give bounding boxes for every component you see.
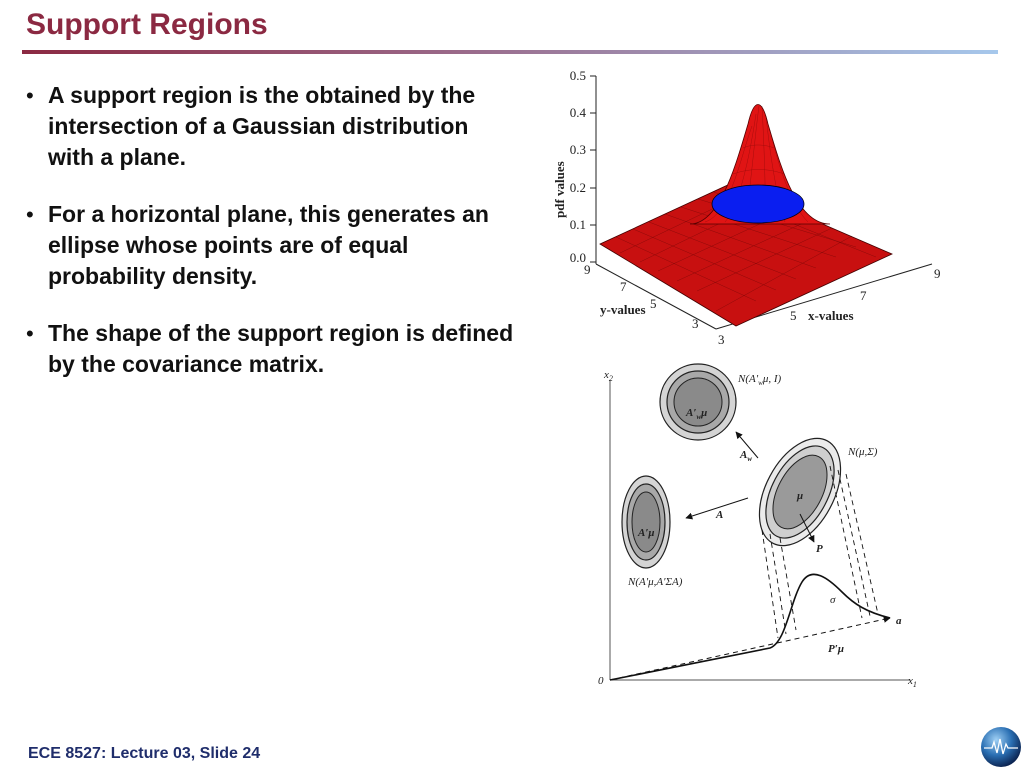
z-tick-label: 0.5 [569,68,586,83]
bullet-list [24,80,514,406]
origin-label: 0 [598,675,604,687]
whitened-distribution [660,364,736,440]
aw-arrow-label: $A_w$ [740,449,753,463]
x2-axis-label: $x_2$ [604,369,613,383]
p-label: P [816,543,823,555]
n-at-label: N(A′μ,A′ΣA) [628,576,683,588]
y-axis-label: y-values [600,302,646,317]
pt-mu-label: P′μ [828,643,844,655]
sigma-label: σ [830,594,836,606]
bullet-dot-icon: • [26,321,34,346]
projection-diagram [590,362,930,692]
z-tick-label: 0.3 [569,142,586,157]
bullet-item [24,80,514,173]
x1-axis-label: $x_1$ [908,675,917,689]
z-tick-label: 0.2 [569,180,586,195]
y-tick-label: 3 [692,316,699,331]
z-ticks [590,76,596,262]
n-aw-mu-i-label: $N(A'_w\mu$, I) [738,373,782,387]
slide-title: Support Regions [26,8,268,41]
slide-footer: ECE 8527: Lecture 03, Slide 24 [28,745,261,762]
support-region-ellipse [712,185,804,223]
projection-axis-a [610,618,890,680]
z-tick-label: 0.0 [569,250,586,265]
bullet-item [24,199,514,292]
aw-mu-label: $A'_w\mu$ [686,407,708,421]
at-mu-label: A′μ [638,527,655,539]
bullet-dot-icon: • [26,202,34,227]
z-tick-label: 0.4 [569,105,586,120]
x-tick-label: 9 [934,266,941,281]
y-tick-label: 9 [584,262,591,277]
a-arrow-label: A [716,509,724,521]
gaussian-surface-plot [540,64,960,354]
bullet-item [24,318,514,380]
n-mu-sigma-label: N(μ,Σ) [848,446,878,458]
bullet-text: A support region is the obtained by the intersection of a Gaussian distribution with a plane. [48,82,476,170]
y-tick-label: 5 [650,296,657,311]
transformed-distribution [622,476,670,568]
bullet-text: For a horizontal plane, this generates an ellipse whose points are of equal probability density. [48,201,489,289]
x-tick-label: 7 [860,288,867,303]
x-axis-label: x-values [808,308,854,323]
a-axis-label: a [896,615,902,627]
bullet-dot-icon: • [26,83,34,108]
z-tick-label: 0.1 [569,217,586,232]
bullet-text: The shape of the support region is defined by the covariance matrix. [48,320,514,377]
x-tick-label: 5 [790,308,797,323]
y-tick-label: 7 [620,279,627,294]
x-tick-label: 3 [718,332,725,347]
z-axis-label: pdf values [552,161,567,218]
mu-label: μ [797,490,804,502]
title-rule [22,50,998,54]
globe-logo-icon [980,726,1022,768]
